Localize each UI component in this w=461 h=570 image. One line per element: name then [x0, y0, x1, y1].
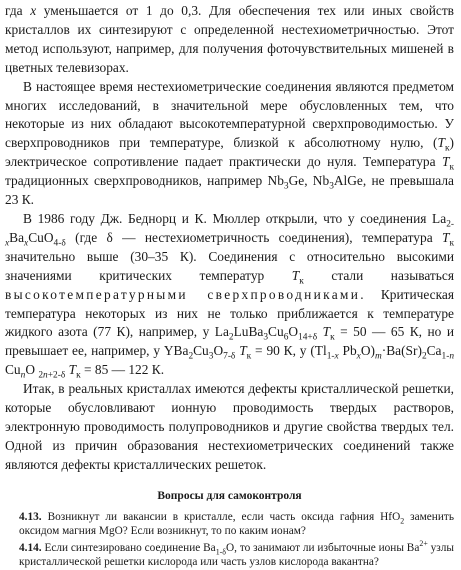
paragraph-2: В настоящее время нестехиометрические соединения являются предметом многих исследований, в значительной мере обусловленных тем, что некоторые из них обладают высокотемпературной сверхпроводимостью. У сверхпроводников при температуре, близкой к абсолютному нулю, $(T_к)$ электрическое сопротивление падает практически до нуля. Температура $T_к$ традиционных сверхпроводников, например $Nb_3Ge$, $Nb_3AlGe$, не превышала 23 К. [5, 78, 454, 208]
paragraph-1: гда x уменьшается от 1 до 0,3. Для обеспечения тех или иных свойств кристаллов их синтезируют с определенной нестехиометричностью. Этот метод используют, например, для получения фоточувствительных мишеней в цветных телевизорах. [5, 3, 454, 75]
question-4-14: 4.14. Если синтезировано соединение $Ba_{1-\delta}O$, то занимают ли избыточные ионы $Ba^{2+}$ узлы кристаллической решетки кислорода или часть узлов кислорода вакантна? [19, 539, 454, 569]
question-4-13: 4.13. Возникнут ли вакансии в кристалле, если часть оксида гафния HfO$_2$ заменить оксидом магния MgO? Если возникнут, то по каким ионам? [19, 510, 454, 538]
question-number: 4.14. [19, 541, 42, 554]
paragraph-4: Итак, в реальных кристаллах имеются дефекты кристаллической решетки, которые обусловливают ионную проводимость твердых растворов, электронную проводимость полупроводников и другие свойства твердых тел. Одной из причин образования нестехиометрических соединений также являются дефекты кристаллических решеток. [5, 381, 454, 472]
section-title: Вопросы для самоконтроля [157, 489, 302, 502]
question-number: 4.13. [19, 510, 42, 523]
paragraph-3: В 1986 году Дж. Беднорц и К. Мюллер открыли, что у соединения $La_{2-x}Ba_xCuO_{4-\delta}$ (где δ — нестехиометричность соединения), температура $T_к$ значительно выше (30–35 К). Соединения с относительно высокими значениями критических температур $T_к$ стали называться высокотемпературными сверхпроводниками. Критическая температура некоторых из них не только приближается к температуре жидкого азота (77 К), например, у $La_2LuBa_3Cu_6O_{14+\delta}$ $T_к = 50$ — 65 К, но и превышает ее, например, у $YBa_2Cu_3O_{7-\delta}$ $T_к = 90$ К, у ($Tl_{1-x}$ $Pb_xO)_m\cdot Ba(Sr)_2Ca_{1-n}$ $Cu_nO$ $_{2n+2-\delta}$ $T_к = 85$ — 122 К. [5, 210, 454, 381]
